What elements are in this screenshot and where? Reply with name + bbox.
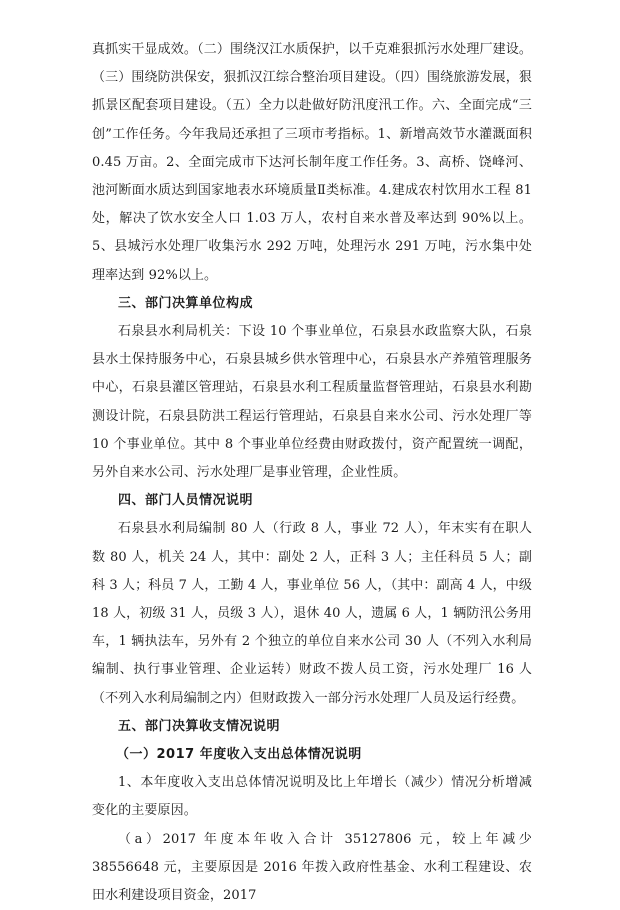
section-heading-budget: 五、部门决算收支情况说明 bbox=[118, 718, 281, 734]
paragraph-personnel: 石泉县水利局编制 80 人（行政 8 人，事业 72 人），年末实有在职人数 80 人，机关 24 人，其中：副处 2 人，正科 3 人；主任科员 5 人；副科 3 人；科员 7 人，工勤 4 人，事业单位 56 人，（其中：副高 4 人，中级 18 人，初级 31 人，员级 3 人），退休 40 人，遗属 6 人，1 辆防汛公务用车，1 辆执法车，另外有 2 个独立的单位自来水公司 30 人（不列入水利局编制、执行事业管理、企业运转）财政不拨人员工资，污水处理厂 16 人（不列入水利局编制之内）但财政拨入一部分污水处理厂人员及运行经费。 bbox=[92, 521, 532, 706]
paragraph-overall-intro: 1、本年度收入支出总体情况说明及比上年增长（减少）情况分析增减变化的主要原因。 bbox=[92, 775, 532, 819]
subsection-heading-overall: （一）2017 年度收入支出总体情况说明 bbox=[116, 747, 362, 763]
section-heading-unit-composition: 三、部门决算单位构成 bbox=[118, 295, 254, 311]
paragraph-unit-composition: 石泉县水利局机关：下设 10 个事业单位，石泉县水政监察大队，石泉县水土保持服务中心，石泉县城乡供水管理中心，石泉县水产养殖管理服务中心，石泉县灌区管理站，石泉县水利工程质量监督管理站，石泉县水利勘测设计院，石泉县防洪工程运行管理站，石泉县自来水公司、污水处理厂等 10 个事业单位。其中 8 个事业单位经费由财政拨付，资产配置统一调配，另外自来水公司、污水处理厂是事业管理，企业性质。 bbox=[92, 324, 532, 481]
paragraph-work-achievements: 真抓实干显成效。（二）围绕汉江水质保护，以千克难狠抓污水处理厂建设。（三）围绕防洪保安，狠抓汉江综合整治项目建设。（四）围绕旅游发展，狠抓景区配套项目建设。（五）全力以赴做好防汛度汛工作。六、全面完成“三创”工作任务。今年我局还承担了三项市考指标。1、新增高效节水灌溉面积 0.45 万亩。2、全面完成市下达河长制年度工作任务。3、高桥、饶峰河、池河断面水质达到国家地表水环境质量Ⅱ类标准。4.建成农村饮用水工程 81 处，解决了饮水安全人口 1.03 万人，农村自来水普及率达到 90%以上。5、县城污水处理厂收集污水 292 万吨，处理污水 291 万吨，污水集中处理率达到 92%以上。 bbox=[92, 42, 532, 283]
section-heading-personnel: 四、部门人员情况说明 bbox=[118, 493, 254, 509]
document-page bbox=[92, 36, 532, 910]
paragraph-income-total: （a）2017 年度本年收入合计 35127806 元，较上年减少 38556648 元，主要原因是 2016 年拨入政府性基金、水利工程建设、农田水利建设项目资金，2017 bbox=[92, 831, 532, 904]
